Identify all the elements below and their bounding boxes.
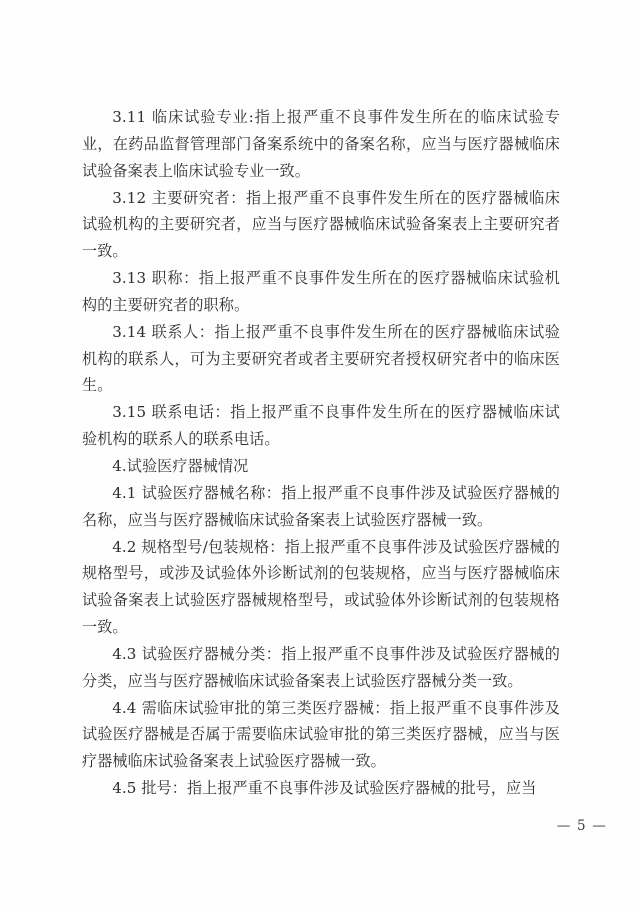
page-footer <box>0 818 607 834</box>
paragraph-4-2: 4.2 规格型号/包装规格：指上报严重不良事件涉及试验医疗器械的规格型号，或涉及试验体外诊断试剂的包装规格，应当与医疗器械临床试验备案表上试验医疗器械规格型号，或试验体外诊断试剂的包装规格一致。 <box>82 537 560 637</box>
paragraph-3-13: 3.13 职称：指上报严重不良事件发生所在的医疗器械临床试验机构的主要研究者的职称。 <box>82 269 560 314</box>
paragraph-4-3: 4.3 试验医疗器械分类：指上报严重不良事件涉及试验医疗器械的分类，应当与医疗器械临床试验备案表上试验医疗器械分类一致。 <box>82 644 560 690</box>
paragraph-3-12: 3.12 主要研究者：指上报严重不良事件发生所在的医疗器械临床试验机构的主要研究者，应当与医疗器械临床试验备案表上主要研究者一致。 <box>82 188 560 261</box>
document-body <box>82 104 560 802</box>
paragraph-4-heading: 4.试验医疗器械情况 <box>112 456 249 475</box>
paragraph-3-15: 3.15 联系电话：指上报严重不良事件发生所在的医疗器械临床试验机构的联系人的联系电话。 <box>82 403 560 449</box>
paragraph-4-4: 4.4 需临床试验审批的第三类医疗器械：指上报严重不良事件涉及试验医疗器械是否属于需要临床试验审批的第三类医疗器械，应当与医疗器械临床试验备案表上试验医疗器械一致。 <box>82 698 560 771</box>
page-number: — 5 — <box>556 818 607 834</box>
paragraph-4-5: 4.5 批号：指上报严重不良事件涉及试验医疗器械的批号，应当 <box>112 779 537 798</box>
paragraph-3-14: 3.14 联系人：指上报严重不良事件发生所在的医疗器械临床试验机构的联系人，可为主要研究者或者主要研究者授权研究者中的临床医生。 <box>82 322 560 395</box>
paragraph-4-1: 4.1 试验医疗器械名称：指上报严重不良事件涉及试验医疗器械的名称，应当与医疗器械临床试验备案表上试验医疗器械一致。 <box>82 483 560 529</box>
paragraph-3-11: 3.11 临床试验专业:指上报严重不良事件发生所在的临床试验专业，在药品监督管理部门备案系统中的备案名称，应当与医疗器械临床试验备案表上临床试验专业一致。 <box>82 108 560 180</box>
